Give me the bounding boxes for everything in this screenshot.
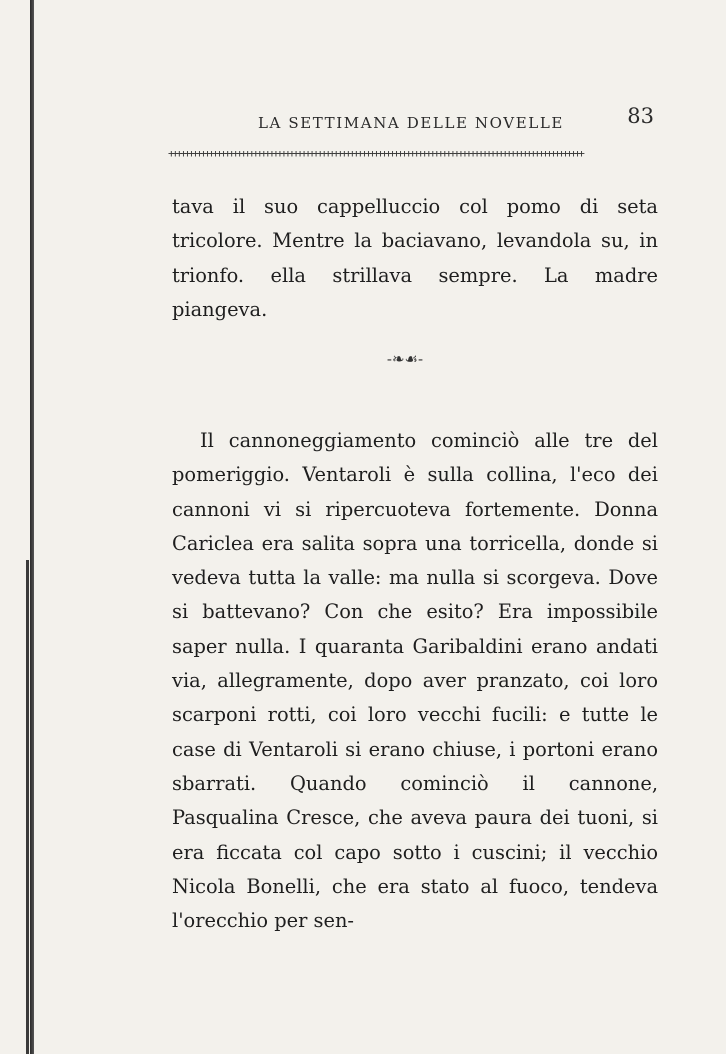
paragraph-text: Il cannoneggiamento cominciò alle tre del pomeriggio. Ventaroli è sulla collina, l'eco dei cannoni vi si ripercuoteva fortemente. Donna Cariclea era salita sopra una torricella, donde si vedeva tutta la valle: ma nulla si scorgeva. Dove si battevano? Con che esito? Era impossibile saper nulla. I quaranta Garibaldini erano andati via, allegramente, dopo aver pranzato, coi loro scarponi rotti, coi loro vecchi fucili: e tutte le case di Ventaroli si erano chiuse, i portoni erano sbarrati. Quando cominciò il cannone, Pasqualina Cresce, che aveva paura dei tuoni, si era ficcata col capo sotto i cuscini; il vecchio Nicola Bonelli, che era stato al fuoco, tendeva l'orecchio per sen- [172,429,658,933]
book-spine-shadow [30,0,34,1054]
paragraph-continuation [172,190,658,327]
fleuron-separator: -❧☙- [386,350,424,368]
running-title: LA SETTIMANA DELLE NOVELLE [258,114,564,132]
paragraph-text: tava il suo cappelluccio col pomo di seta tricolore. Mentre la baciavano, levandola su, in trionfo. ella strillava sempre. La madre piangeva. [172,195,658,321]
book-spine-edge [26,560,29,1054]
ornamental-rule: +++++++++++++++++++++++++++++++++++++++++++++++++++++++++++++++++++++++++++++++++++++++++++++++++++++++ [168,147,583,160]
paragraph-main [172,424,658,938]
page-number: 83 [627,104,654,128]
page-header [170,104,658,134]
